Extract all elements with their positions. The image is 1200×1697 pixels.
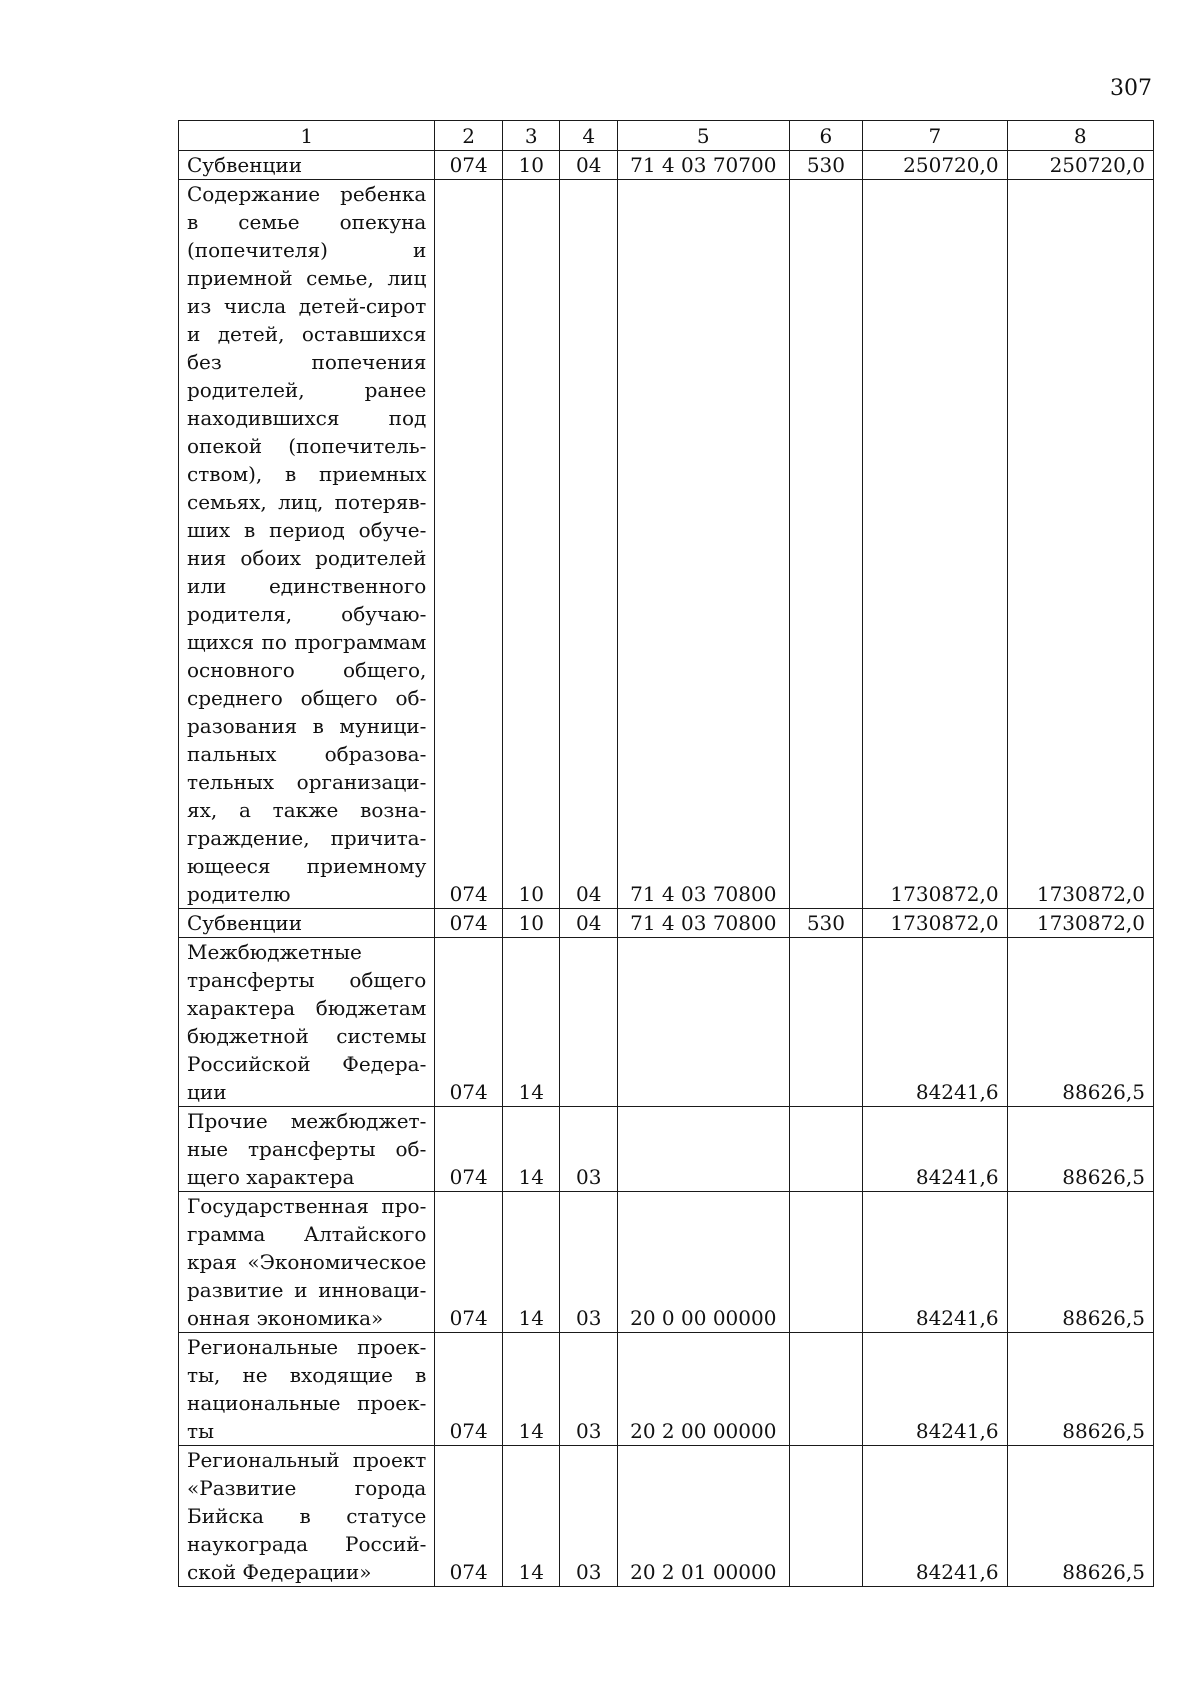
- row-expense-type: [789, 1333, 863, 1446]
- row-expense-type: [789, 1107, 863, 1192]
- row-name: Государственная программа Алтайского края «Экономическое развитие и инновационная экономика»: [179, 1192, 435, 1333]
- row-value-2: 88626,5: [1007, 938, 1153, 1107]
- row-section: 14: [502, 1192, 560, 1333]
- row-ministry-code: 074: [435, 1446, 503, 1587]
- row-value-1: 250720,0: [863, 151, 1007, 180]
- row-target-article: 20 2 00 00000: [618, 1333, 790, 1446]
- row-target-article: [618, 1107, 790, 1192]
- table-row: [179, 1107, 1154, 1192]
- column-header-5: 5: [618, 121, 790, 151]
- row-expense-type: [789, 1446, 863, 1587]
- row-ministry-code: 074: [435, 909, 503, 938]
- row-value-2: 88626,5: [1007, 1107, 1153, 1192]
- row-name: Прочие межбюджетные трансферты общего характера: [179, 1107, 435, 1192]
- row-name: Региональные проекты, не входящие в национальные проекты: [179, 1333, 435, 1446]
- page-number: 307: [1110, 76, 1152, 101]
- row-subsection: 04: [560, 909, 618, 938]
- row-value-1: 84241,6: [863, 938, 1007, 1107]
- column-header-1: 1: [179, 121, 435, 151]
- row-name: Субвенции: [179, 151, 435, 180]
- row-section: 10: [502, 151, 560, 180]
- row-target-article: [618, 938, 790, 1107]
- row-value-2: 1730872,0: [1007, 909, 1153, 938]
- row-name: Межбюджетные трансферты общего характера бюджетам бюджетной системы Российской Федерации: [179, 938, 435, 1107]
- row-target-article: 71 4 03 70800: [618, 180, 790, 909]
- row-ministry-code: 074: [435, 938, 503, 1107]
- column-header-4: 4: [560, 121, 618, 151]
- row-subsection: 03: [560, 1192, 618, 1333]
- row-section: 10: [502, 909, 560, 938]
- row-ministry-code: 074: [435, 1192, 503, 1333]
- budget-table: [178, 120, 1154, 1587]
- row-name: Содержание ребенка в семье опекуна (попечителя) и приемной семье, лиц из числа детей-сирот и детей, оставшихся без попечения родителей, ранее находившихся под опекой (попечительством), в приемных семьях, лиц, потерявших в период обучения обоих родителей или единственного родителя, обучающихся по программам основного общего, среднего общего образования в муниципальных образовательных организациях, а также вознаграждение, причитающееся приемному родителю: [179, 180, 435, 909]
- column-header-7: 7: [863, 121, 1007, 151]
- row-expense-type: [789, 938, 863, 1107]
- row-value-1: 84241,6: [863, 1107, 1007, 1192]
- row-expense-type: [789, 1192, 863, 1333]
- row-subsection: 04: [560, 180, 618, 909]
- row-target-article: 71 4 03 70800: [618, 909, 790, 938]
- row-value-1: 84241,6: [863, 1446, 1007, 1587]
- row-value-1: 1730872,0: [863, 180, 1007, 909]
- row-name: Субвенции: [179, 909, 435, 938]
- row-ministry-code: 074: [435, 151, 503, 180]
- table-row: [179, 151, 1154, 180]
- column-header-6: 6: [789, 121, 863, 151]
- row-subsection: 03: [560, 1333, 618, 1446]
- column-header-3: 3: [502, 121, 560, 151]
- table-row: [179, 1192, 1154, 1333]
- row-expense-type: [789, 180, 863, 909]
- row-value-2: 1730872,0: [1007, 180, 1153, 909]
- row-target-article: 20 0 00 00000: [618, 1192, 790, 1333]
- row-name: Региональный проект «Развитие города Бийска в статусе наукограда Российской Федерации»: [179, 1446, 435, 1587]
- row-subsection: 04: [560, 151, 618, 180]
- column-header-2: 2: [435, 121, 503, 151]
- row-value-2: 88626,5: [1007, 1192, 1153, 1333]
- row-value-2: 88626,5: [1007, 1333, 1153, 1446]
- column-header-8: 8: [1007, 121, 1153, 151]
- row-subsection: 03: [560, 1446, 618, 1587]
- row-value-1: 84241,6: [863, 1333, 1007, 1446]
- row-value-1: 84241,6: [863, 1192, 1007, 1333]
- row-expense-type: 530: [789, 909, 863, 938]
- row-expense-type: 530: [789, 151, 863, 180]
- row-ministry-code: 074: [435, 1333, 503, 1446]
- row-section: 14: [502, 938, 560, 1107]
- row-target-article: 71 4 03 70700: [618, 151, 790, 180]
- table-row: [179, 1446, 1154, 1587]
- row-section: 10: [502, 180, 560, 909]
- row-target-article: 20 2 01 00000: [618, 1446, 790, 1587]
- table-row: [179, 938, 1154, 1107]
- row-ministry-code: 074: [435, 180, 503, 909]
- row-section: 14: [502, 1333, 560, 1446]
- column-number-row: [179, 121, 1154, 151]
- row-value-2: 88626,5: [1007, 1446, 1153, 1587]
- row-section: 14: [502, 1446, 560, 1587]
- table-row: [179, 909, 1154, 938]
- table-row: [179, 180, 1154, 909]
- row-value-2: 250720,0: [1007, 151, 1153, 180]
- row-ministry-code: 074: [435, 1107, 503, 1192]
- row-subsection: [560, 938, 618, 1107]
- row-value-1: 1730872,0: [863, 909, 1007, 938]
- table-row: [179, 1333, 1154, 1446]
- row-subsection: 03: [560, 1107, 618, 1192]
- row-section: 14: [502, 1107, 560, 1192]
